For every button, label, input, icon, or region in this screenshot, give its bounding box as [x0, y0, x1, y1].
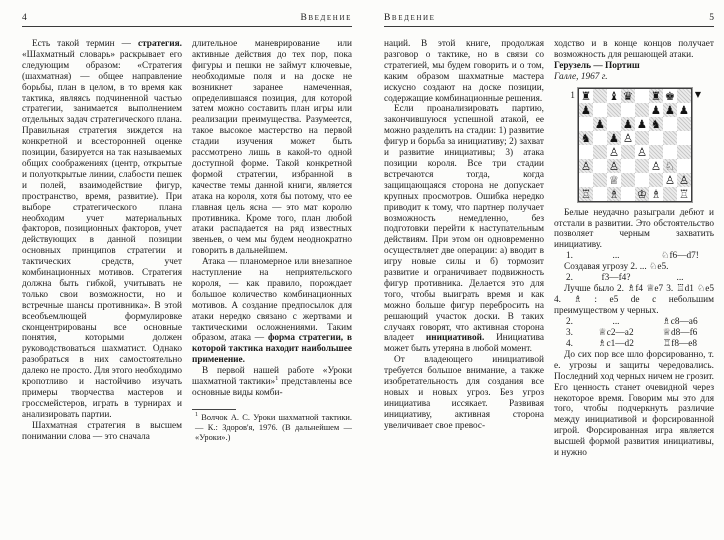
black-pawn-icon: ♟︎: [580, 102, 592, 117]
board-square: [621, 117, 635, 131]
move-row: [554, 328, 714, 339]
board-square: [579, 145, 593, 159]
board-square: [663, 145, 677, 159]
board-square: [663, 103, 677, 117]
white-pawn-icon: ♙︎: [608, 144, 620, 159]
board-square: [607, 103, 621, 117]
black-knight-icon: ♞︎: [580, 130, 592, 145]
page-right: [362, 0, 724, 540]
black-pawn-icon: ♟︎: [678, 102, 690, 117]
board-square: [607, 131, 621, 145]
board-square: [663, 159, 677, 173]
board-square: [621, 173, 635, 187]
move-row: [554, 339, 714, 350]
board-square: [593, 117, 607, 131]
board-square: [621, 159, 635, 173]
page-header-right: [384, 13, 714, 27]
black-king-icon: ♚︎: [664, 88, 676, 103]
board-square: [663, 187, 677, 201]
left-page-column-1: [22, 39, 182, 531]
board-square: [593, 159, 607, 173]
board-square: [663, 173, 677, 187]
board-square: [607, 187, 621, 201]
board-square: [649, 145, 663, 159]
black-move: ♘f6—d7!: [661, 251, 699, 262]
board-square: [677, 103, 691, 117]
black-move: ...: [676, 273, 684, 284]
board-square: [607, 145, 621, 159]
board-square: [579, 187, 593, 201]
paragraph: Белые неудачно разыграли дебют и отстали в развитии. Это обстоятельство позволяет черным захватить инициативу.: [554, 207, 714, 251]
black-bishop-icon: ♝︎: [608, 88, 620, 103]
board-square: [607, 159, 621, 173]
board-square: [649, 173, 663, 187]
board-square: [621, 145, 635, 159]
board-square: [677, 89, 691, 103]
board-square: [635, 89, 649, 103]
white-move: ...: [612, 251, 620, 262]
black-move: ♖f8—e8: [662, 338, 698, 349]
right-page-column-1: [384, 39, 544, 531]
board-square: [607, 173, 621, 187]
board-square: [635, 117, 649, 131]
black-to-move-icon: ▼: [694, 89, 702, 99]
paragraph: Есть такой термин — стратегия. «Шахматный словарь» раскрывает его следующим образом: «Стратегия (шахматная) — общее направление борьбы, план в целом, в то время как тактика, являясь подчиненной частью стратегии, занимается выполнением отдельных задач стратегического плана. Правильная стратегия зиждется на конкретной и всесторонней оценке позиции, базируется на так называемых общих соображениях (центр, открытые и полуоткрытые линии, слабости пешек и полей, взаимодействие фигур, пространство, время, развитие). При выборе стратегического плана необходим учет материальных факторов, позиционных факторов, учет действующих в данной позиции основных принципов стратегии и тактических средств, учет комбинационных мотивов. Стратегия должна быть гибкой, учитывать не только свои возможности, но и встречные шансы противника». В этой всеобъемлющей формулировке сконцентрированы все основные понятия, которыми должен руководствоваться шахматист. Однако разобраться в них самостоятельно далеко не просто. Для этого необходимо кропотливо и настойчиво изучать примеры творчества мастеров и гроссмейстеров, играть в турнирах и анализировать партии.: [22, 39, 182, 420]
paragraph: Если проанализировать партию, закончившуюся успешной атакой, ее можно разделить на стадии: 1) развитие фигур и борьба за инициативу; 2) захват и развитие инициативы; 3) атака позиции короля. Все три стадии встречаются тогда, когда защищающаяся сторона не допускает крупных просмотров. Ошибка нередко приводит к тому, что партнер получает возможность немедленно, без подготовки перейти к наступательным действиям. При этом он одновременно осуществляет две операции: а) вводит в игру новые силы и б) тормозит развитие и ограничивает подвижность фигур противника. Делается это для того, чтобы выиграть время и как можно больше фигур перебросить на решающий участок доски. В таких случаях говорят, что активная сторона владеет инициативой. Инициатива может быть утеряна в любой момент.: [384, 104, 544, 355]
board-square: [607, 117, 621, 131]
white-pawn-icon: ♙︎: [608, 158, 620, 173]
move-number: 3.: [566, 327, 573, 338]
page-header-left: [22, 13, 352, 27]
board-square: [677, 173, 691, 187]
board-square: [621, 187, 635, 201]
move-row: [554, 251, 714, 262]
board-square: [621, 103, 635, 117]
black-pawn-icon: ♟︎: [664, 102, 676, 117]
move-row: [554, 273, 714, 284]
white-pawn-icon: ♙︎: [622, 130, 634, 145]
board-square: [635, 173, 649, 187]
black-move: ♕d8—f6: [662, 327, 698, 338]
white-queen-icon: ♕︎: [608, 172, 620, 187]
running-title-left: Введение: [300, 13, 352, 23]
white-move: ...: [612, 316, 620, 327]
move-number: 2.: [566, 316, 573, 327]
white-pawn-icon: ♙︎: [678, 172, 690, 187]
black-pawn-icon: ♟︎: [622, 116, 634, 131]
board-square: [649, 131, 663, 145]
board-square: [649, 103, 663, 117]
move-row: [554, 317, 714, 328]
board-square: [663, 89, 677, 103]
text-columns-left: [22, 39, 352, 531]
white-move: f3—f4?: [601, 273, 631, 284]
board-square: [579, 89, 593, 103]
white-move: ♕c2—a2: [598, 327, 634, 338]
board-square: [677, 187, 691, 201]
game-venue: Галле, 1967 г.: [554, 71, 608, 82]
running-title-right: Введение: [384, 13, 436, 23]
board-square: [677, 145, 691, 159]
move-comment: Лучше было 2. ♗f4 ♕e7 3. ♖d1 ♘e5 4. ♗ : e5 de с небольшим преимуществом у черных.: [554, 284, 714, 316]
paragraph: До сих пор все шло форсированно, т. е. угрозы и защиты чередовались. Последний ход черных ничем не грозит. Его ценность станет очевидной через некоторое время. Говорим мы это для того, чтобы подчеркнуть различие между инициативой и форсированной игрой. Форсированная игра является высшей формой развития инициативы, и нужно: [554, 349, 714, 459]
board-square: [579, 131, 593, 145]
black-knight-icon: ♞︎: [650, 116, 662, 131]
board-square: [579, 103, 593, 117]
black-pawn-icon: ♟︎: [636, 116, 648, 131]
white-pawn-icon: ♙︎: [580, 158, 592, 173]
text-columns-right: [384, 39, 714, 531]
white-rook-icon: ♖︎: [678, 186, 690, 201]
footnote: $^1$ Волчок А. С. Уроки шахматной тактики. — К.: Здоров'я, 1976. (В дальнейшем — «Уроки».): [195, 412, 352, 443]
white-knight-icon: ♘︎: [664, 158, 676, 173]
board-square: [635, 187, 649, 201]
board-square: [593, 187, 607, 201]
paragraph: От владеющего инициативой требуется большое внимание, а также изобретательность для создания все новых и новых угроз. Без угроз инициатива иссякает. Развивая инициативу, активная сторона увеличивает свое превос-: [384, 355, 544, 431]
black-pawn-icon: ♟︎: [594, 116, 606, 131]
black-pawn-icon: ♟︎: [608, 130, 620, 145]
black-rook-icon: ♜︎: [580, 88, 592, 103]
board-square: [579, 159, 593, 173]
board-square: [593, 131, 607, 145]
board-square: [663, 131, 677, 145]
chess-diagram: [554, 88, 714, 202]
board-square: [607, 89, 621, 103]
board-square: [649, 159, 663, 173]
black-rook-icon: ♜︎: [650, 88, 662, 103]
board-square: [635, 145, 649, 159]
move-comment: Создавая угрозу 2. ... ♘e5.: [564, 262, 669, 273]
white-pawn-icon: ♙︎: [664, 172, 676, 187]
black-move: ♗c8—a6: [662, 316, 698, 327]
board-square: [663, 117, 677, 131]
board-square: [677, 159, 691, 173]
board-square: [677, 131, 691, 145]
board-square: [579, 173, 593, 187]
board-square: [593, 145, 607, 159]
page-number-left: 4: [22, 13, 27, 23]
board-square: [621, 131, 635, 145]
white-pawn-icon: ♙︎: [650, 158, 662, 173]
board-square: [635, 131, 649, 145]
paragraph: Атака — планомерное или внезапное наступление на неприятельского короля, — как правило, порождает большое количество комбинационных мотивов. А создание предпосылок для атаки нередко связано с жертвами и тактическими осложнениями. Таким образом, атака — форма стратегии, в которой тактика находит наибольшее применение.: [192, 257, 352, 366]
paragraph: ходство и в конце концов получает возможность для решающей атаки.: [554, 39, 714, 60]
board-square: [635, 159, 649, 173]
paragraph: длительное маневрирование или активные действия до тех пор, пока фигуры и пешки не займут ключевые, необходимые поля и на доске не возникнет заранее намеченная, определившаяся позиция, для которой затем можно составить план игры или реализации преимущества. Разумеется, такое высокое мастерство на первой стадии изучения может быть рассмотрено лишь в какой-то одной доступной форме. Такой конкретной формой стратегии, избранной в качестве темы данной книги, является атака на короля, хотя бы потому, что ее главная цель ясна — это мат королю противника. Кроме того, план любой атаки распадается на ряд известных звеньев, о чем мы будем неоднократно говорить в дальнейшем.: [192, 39, 352, 257]
white-rook-icon: ♖︎: [580, 186, 592, 201]
board-square: [649, 187, 663, 201]
move-number: 2.: [566, 273, 573, 284]
right-page-column-2: [554, 39, 714, 531]
black-pawn-icon: ♟︎: [650, 102, 662, 117]
board-square: [579, 117, 593, 131]
paragraph: Шахматная стратегия в высшем понимании слова — это сначала: [22, 420, 182, 442]
move-number: 4.: [566, 338, 573, 349]
board-square: [621, 89, 635, 103]
board-square: [649, 117, 663, 131]
paragraph: наций. В этой книге, продолжая разговор о тактике, но в связи со стратегией, мы будем говорить и о том, каким образом шахматные мастера искусно создают на доске позиции, содержащие комбинационные решения.: [384, 39, 544, 104]
page-number-right: 5: [709, 13, 714, 23]
footnote-separator: [192, 409, 236, 410]
black-queen-icon: ♛︎: [622, 88, 634, 103]
board-square: [635, 103, 649, 117]
board-square: [593, 89, 607, 103]
paragraph: В первой нашей работе «Уроки шахматной тактики»$^1$ представлены все основные виды комби-: [192, 366, 352, 398]
left-page-column-2: [192, 39, 352, 531]
white-move: ♗c1—d2: [598, 338, 634, 349]
board-square: [649, 89, 663, 103]
board-square: [677, 117, 691, 131]
white-bishop-icon: ♗︎: [650, 186, 662, 201]
white-pawn-icon: ♙︎: [636, 144, 648, 159]
game-players-heading: Герузель — Портиш: [554, 60, 640, 71]
white-bishop-icon: ♗︎: [608, 186, 620, 201]
board-square: [593, 173, 607, 187]
chess-board: [578, 88, 692, 202]
diagram-number: 1: [570, 89, 575, 100]
board-square: [593, 103, 607, 117]
white-king-icon: ♔︎: [636, 186, 648, 201]
move-number: 1.: [566, 251, 573, 262]
